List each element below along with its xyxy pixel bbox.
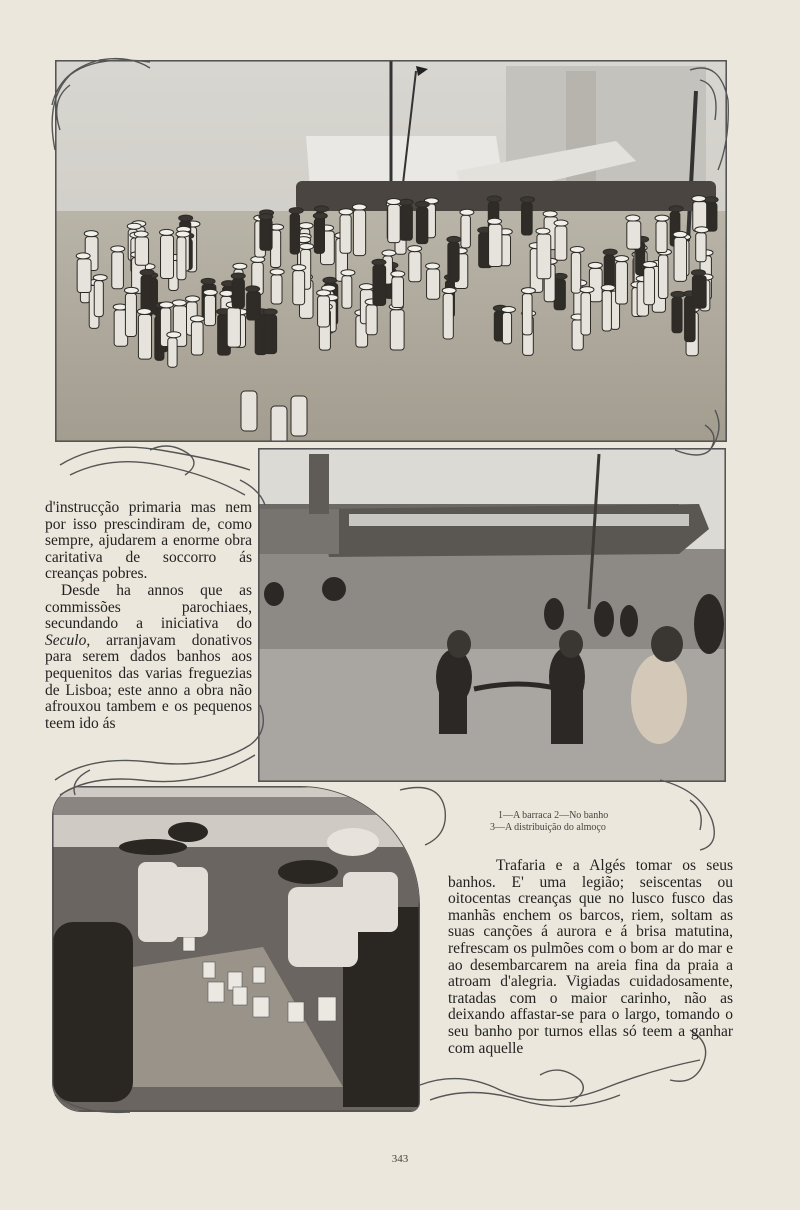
crowd-figure <box>177 237 186 280</box>
crowd-figure <box>502 313 511 344</box>
crowd-hat <box>233 263 247 269</box>
crowd-hat <box>140 269 154 275</box>
crowd-hat <box>259 214 273 220</box>
photo-barraca-image <box>56 61 726 441</box>
crowd-figure <box>409 252 421 282</box>
photo-barraca <box>55 60 727 442</box>
crowd-hat <box>399 199 413 205</box>
crowd-figure <box>656 221 667 252</box>
left-paragraph-2 <box>45 583 252 732</box>
crowd-hat <box>160 229 174 235</box>
crowd-hat <box>447 236 461 242</box>
crowd-hat <box>521 288 535 294</box>
crowd-figure <box>342 276 352 309</box>
crowd-hat <box>246 286 260 292</box>
crowd-hat <box>570 246 584 252</box>
crowd-hat <box>603 249 617 255</box>
crowd-hat <box>692 196 706 202</box>
crowd-hat <box>588 262 602 268</box>
crowd-figure <box>616 262 628 304</box>
crowd-hat <box>176 231 190 237</box>
crowd-hat <box>691 270 705 276</box>
left-paragraph-1: d'instrucção primaria mas nem por isso prescindiram de, como sempre, ajudarem a enorme obra caritativa de soccorro ás creanças pobres. <box>45 499 252 583</box>
crowd-figure <box>373 265 386 305</box>
crowd-figure <box>314 219 324 253</box>
crowd-hat <box>671 291 685 297</box>
crowd-figure <box>135 237 148 265</box>
crowd-hat <box>352 204 366 210</box>
crowd-figure <box>400 205 412 240</box>
crowd-figure <box>318 296 330 327</box>
crowd-figure <box>260 220 272 251</box>
crowd-hat <box>387 199 401 205</box>
crowd-figure <box>112 252 124 289</box>
caption-line-2: 3—A distribuição do almoço <box>490 822 606 833</box>
crowd-hat <box>299 223 313 229</box>
crowd-figure <box>522 203 533 235</box>
crowd-hat <box>339 209 353 215</box>
crowd-figure <box>390 310 404 350</box>
photo-caption <box>490 810 680 834</box>
crowd-figure <box>658 255 667 299</box>
left-paragraph-2-end: , arranjavam donativos para serem dados banhos aos pequenitos das varias freguezias de Lisboa; este anno a obra não afrouxou tambem e os pequenos teem ido ás <box>45 631 252 732</box>
crowd-figure <box>692 276 706 308</box>
crowd-figure <box>366 305 377 335</box>
crowd-figure <box>448 242 459 281</box>
crowd-figure <box>232 279 244 308</box>
photo-almoco-image <box>53 787 419 1111</box>
crowd-hat <box>487 196 501 202</box>
crowd-hat <box>655 215 669 221</box>
crowd-hat <box>231 273 245 279</box>
crowd-hat <box>601 285 615 291</box>
crowd-figure <box>627 221 641 249</box>
crowd-hat <box>292 265 306 271</box>
photo-banho <box>258 448 726 782</box>
crowd-figure <box>674 237 687 281</box>
crowd-figure <box>696 233 706 262</box>
crowd-figure <box>554 279 565 309</box>
foreground-child <box>241 391 257 431</box>
crowd-hat <box>76 253 90 259</box>
crowd-hat <box>186 296 200 302</box>
crowd-hat <box>580 287 594 293</box>
crowd-hat <box>134 231 148 237</box>
crowd-hat <box>408 246 422 252</box>
crowd-figure <box>94 281 103 317</box>
crowd-hat <box>488 218 502 224</box>
crowd-hat <box>673 231 687 237</box>
page-number: 343 <box>391 1153 409 1165</box>
crowd-figure <box>168 338 177 367</box>
crowd-figure <box>388 205 400 243</box>
crowd-hat <box>501 307 515 313</box>
crowd-figure <box>672 297 682 332</box>
crowd-figure <box>204 295 215 325</box>
crowd-hat <box>263 309 277 315</box>
crowd-hat <box>201 278 215 284</box>
left-paragraph-2-start: Desde ha annos que as commissões parochiaes, secundando a iniciativa do <box>45 581 252 633</box>
crowd-figure <box>522 294 532 335</box>
crowd-figure <box>77 259 91 293</box>
crowd-hat <box>167 332 181 338</box>
crowd-hat <box>626 215 640 221</box>
crowd-figure <box>227 308 240 347</box>
crowd-hat <box>426 263 440 269</box>
crowd-hat <box>190 316 204 322</box>
right-text-column <box>448 858 733 1057</box>
crowd-hat <box>372 259 386 265</box>
crowd-figure <box>571 252 580 293</box>
crowd-figure <box>555 226 567 260</box>
crowd-figure <box>416 207 427 243</box>
crowd-figure <box>293 271 305 305</box>
crowd-hat <box>695 227 709 233</box>
crowd-hat <box>315 206 329 212</box>
seculo-title: Seculo <box>45 631 87 649</box>
right-paragraph-1: Trafaria e a Algés tomar os seus banhos. E' uma legião; seiscentas ou oitocentas creanças que no lusco fusco das manhãs enchem os barcos, riem, soltam as suas canções á aurora e á brisa matutina, refrescam os pulmões com o bom ar do mar e ao desembarcarem na areia fina da praia a atroam d'alegria. Vigiadas cuidadosamente, tratadas com o maior carinho, não as deixando affastar-se para o largo, tomando o seu banho por turnos ellas só teem a ganhar com aquelle <box>448 857 733 1057</box>
crowd-figure <box>589 268 602 301</box>
crowd-hat <box>669 206 683 212</box>
crowd-hat <box>137 308 151 314</box>
crowd-hat <box>93 275 107 281</box>
crowd-figure <box>443 294 453 339</box>
crowd-figure <box>489 224 502 266</box>
crowd-figure <box>340 215 351 253</box>
crowd-hat <box>179 215 193 221</box>
foreground-child <box>271 406 287 441</box>
crowd-figure <box>392 277 404 308</box>
crowd-hat <box>124 287 138 293</box>
crowd-hat <box>289 208 303 214</box>
photo-banho-image <box>259 449 725 781</box>
crowd-hat <box>317 290 331 296</box>
crowd-hat <box>521 197 535 203</box>
crowd-figure <box>602 291 611 331</box>
crowd-hat <box>554 220 568 226</box>
crowd-hat <box>536 228 550 234</box>
crowd-figure <box>644 268 655 305</box>
crowd-figure <box>537 234 551 279</box>
caption-line-1: 1—A barraca 2—No banho <box>498 810 609 821</box>
crowd-hat <box>159 302 173 308</box>
crowd-figure <box>191 322 203 355</box>
crowd-hat <box>415 201 429 207</box>
crowd-figure <box>138 314 151 359</box>
crowd-figure <box>161 235 174 278</box>
crowd-hat <box>323 277 337 283</box>
crowd-hat <box>460 209 474 215</box>
crowd-hat <box>643 262 657 268</box>
crowd-hat <box>203 289 217 295</box>
crowd-figure <box>264 315 276 354</box>
crowd-hat <box>543 211 557 217</box>
crowd-figure <box>581 293 590 335</box>
crowd-figure <box>125 293 136 336</box>
crowd-hat <box>382 250 396 256</box>
crowd-hat <box>442 288 456 294</box>
crowd-hat <box>704 197 718 203</box>
crowd-hat <box>127 223 141 229</box>
crowd-hat <box>270 269 284 275</box>
crowd-figure <box>290 214 299 254</box>
crowd-figure <box>271 275 282 304</box>
crowd-figure <box>353 210 365 256</box>
crowd-hat <box>359 284 373 290</box>
foreground-child <box>291 396 307 436</box>
crowd-hat <box>84 231 98 237</box>
crowd-hat <box>111 246 125 252</box>
photo-almoco <box>52 786 420 1112</box>
left-text-column <box>45 500 252 732</box>
crowd-hat <box>615 256 629 262</box>
crowd-hat <box>172 300 186 306</box>
crowd-hat <box>300 243 314 249</box>
crowd-figure <box>247 292 261 320</box>
crowd-hat <box>341 270 355 276</box>
crowd-hat <box>313 213 327 219</box>
crowd-figure <box>461 215 470 248</box>
crowd-hat <box>391 271 405 277</box>
crowd-figure <box>427 269 440 299</box>
